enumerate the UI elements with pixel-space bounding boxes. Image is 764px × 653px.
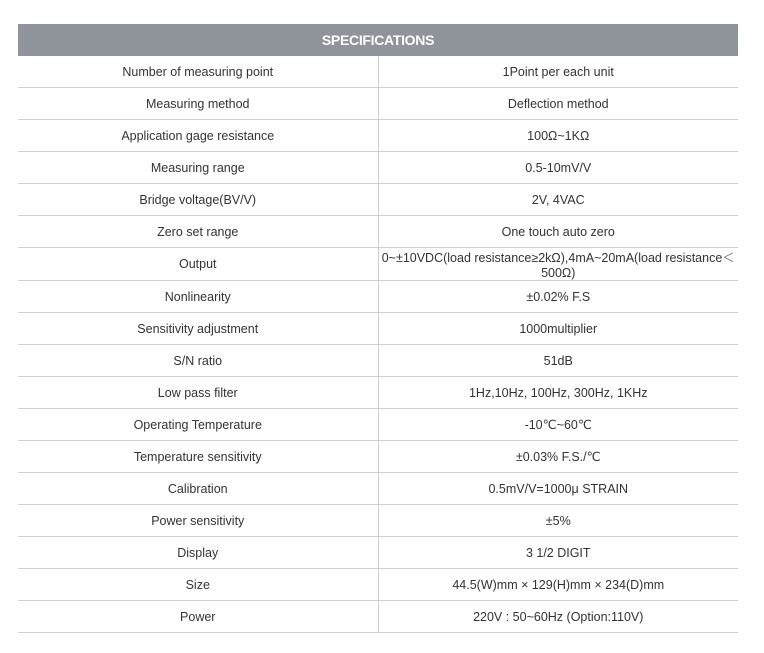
spec-label: Size	[18, 569, 378, 601]
spec-value: 100Ω~1KΩ	[378, 120, 738, 152]
table-row	[18, 216, 738, 248]
spec-value: 1Point per each unit	[378, 56, 738, 88]
spec-value: ±0.02% F.S	[378, 281, 738, 313]
spec-label: Calibration	[18, 473, 378, 505]
spec-label: Measuring range	[18, 152, 378, 184]
spec-value: 44.5(W)mm × 129(H)mm × 234(D)mm	[378, 569, 738, 601]
spec-value: One touch auto zero	[378, 216, 738, 248]
spec-label: Number of measuring point	[18, 56, 378, 88]
table-title: SPECIFICATIONS	[18, 24, 738, 56]
table-row	[18, 505, 738, 537]
table-row	[18, 313, 738, 345]
table-header-row	[18, 24, 738, 56]
spec-label: Power sensitivity	[18, 505, 378, 537]
spec-label: Nonlinearity	[18, 281, 378, 313]
table-row	[18, 248, 738, 281]
table-row	[18, 569, 738, 601]
table-row	[18, 473, 738, 505]
table-row	[18, 56, 738, 88]
spec-label: Zero set range	[18, 216, 378, 248]
table-row	[18, 345, 738, 377]
spec-value: -10℃~60℃	[378, 409, 738, 441]
spec-value: 51dB	[378, 345, 738, 377]
spec-value: ±5%	[378, 505, 738, 537]
spec-label: Measuring method	[18, 88, 378, 120]
spec-label: S/N ratio	[18, 345, 378, 377]
specifications-panel	[18, 24, 738, 633]
spec-label: Sensitivity adjustment	[18, 313, 378, 345]
table-body	[18, 56, 738, 633]
spec-label: Output	[18, 248, 378, 281]
spec-value: 0.5-10mV/V	[378, 152, 738, 184]
spec-value: Deflection method	[378, 88, 738, 120]
spec-label: Low pass filter	[18, 377, 378, 409]
table-row	[18, 441, 738, 473]
table-row	[18, 377, 738, 409]
table-row	[18, 152, 738, 184]
spec-label: Temperature sensitivity	[18, 441, 378, 473]
spec-value: 1Hz,10Hz, 100Hz, 300Hz, 1KHz	[378, 377, 738, 409]
specifications-table	[18, 24, 738, 633]
spec-value: ±0.03% F.S./℃	[378, 441, 738, 473]
spec-value: 0.5mV/V=1000μ STRAIN	[378, 473, 738, 505]
spec-value: 2V, 4VAC	[378, 184, 738, 216]
spec-label: Display	[18, 537, 378, 569]
table-row	[18, 281, 738, 313]
spec-label: Application gage resistance	[18, 120, 378, 152]
spec-label: Bridge voltage(BV/V)	[18, 184, 378, 216]
spec-value: 0~±10VDC(load resistance≥2kΩ),4mA~20mA(load resistance＜500Ω)	[378, 248, 738, 281]
table-row	[18, 409, 738, 441]
spec-label: Operating Temperature	[18, 409, 378, 441]
spec-value: 3 1/2 DIGIT	[378, 537, 738, 569]
spec-value: 220V : 50~60Hz (Option:110V)	[378, 601, 738, 633]
table-row	[18, 601, 738, 633]
table-row	[18, 88, 738, 120]
spec-value: 1000multiplier	[378, 313, 738, 345]
table-row	[18, 184, 738, 216]
table-row	[18, 537, 738, 569]
spec-label: Power	[18, 601, 378, 633]
table-row	[18, 120, 738, 152]
